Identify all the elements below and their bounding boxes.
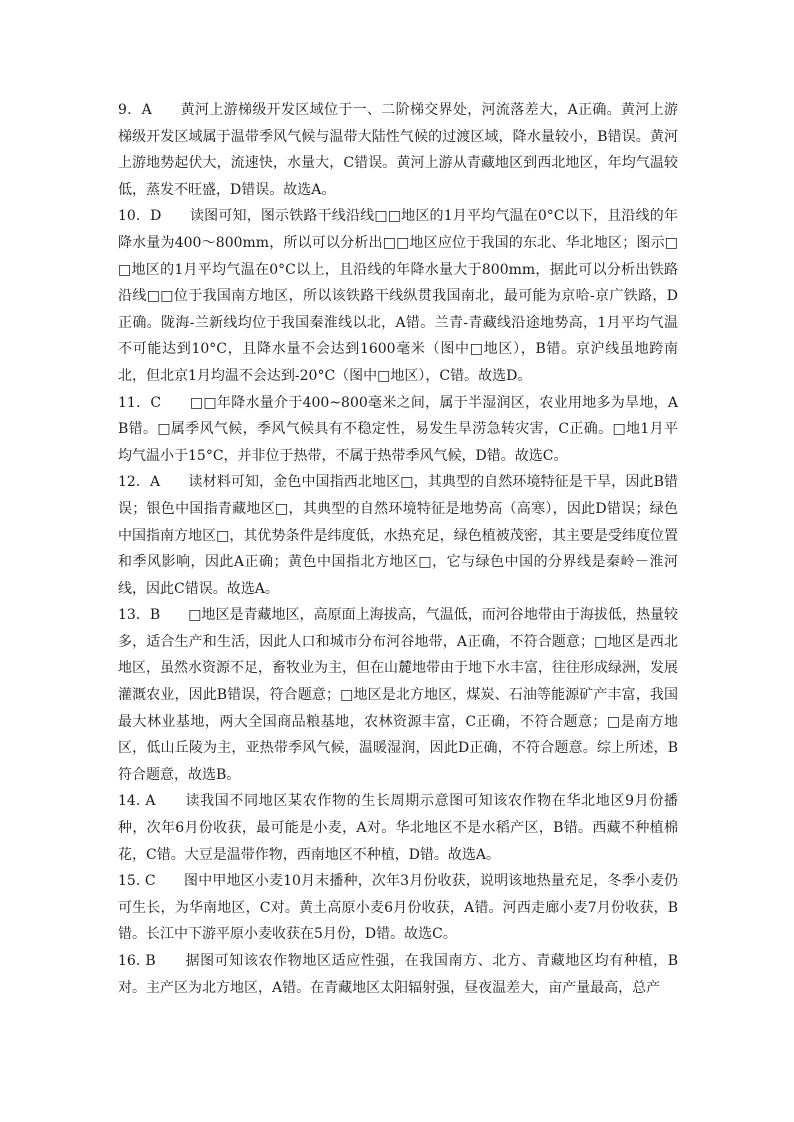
answer-9: 9．A 黄河上游梯级开发区域位于一、二阶梯交界处，河流落差大，A正确。黄河上游梯级开发区域属于温带季风气候与温带大陆性气候的过渡区域，降水量较小，B错误。黄河上游地势起伏大，流速快，水量大，C错误。黄河上游从青藏地区到西北地区，年均气温较低，蒸发不旺盛，D错误。故选A。 — [118, 102, 678, 198]
answer-14: 14. A 读我国不同地区某农作物的生长周期示意图可知该农作物在华北地区9月份播种，次年6月份收获，最可能是小麦，A对。华北地区不是水稻产区，B错。西藏不种植棉花，C错。大豆是温带作物，西南地区不种植，D错。故选A。 — [118, 793, 678, 863]
answer-13: 13．B □地区是青藏地区，高原面上海拔高，气温低，而河谷地带由于海拔低，热量较多，适合生产和生活，因此人口和城市分布河谷地带，A正确，不符合题意；□地区是西北地区，虽然水资源不足，畜牧业为主，但在山麓地带由于地下水丰富，往往形成绿洲，发展灌溉农业，因此B错误，符合题意；□地区是北方地区，煤炭、石油等能源矿产丰富，我国最大林业基地，两大全国商品粮基地，农林资源丰富，C正确，不符合题意；□是南方地区，低山丘陵为主，亚热带季风气候，温暖湿润，因此D正确，不符合题意。综上所述，B符合题意，故选B。 — [118, 607, 678, 783]
answer-15: 15. C 图中甲地区小麦10月末播种，次年3月份收获，说明该地热量充足，冬季小麦仍可生长，为华南地区，C对。黄土高原小麦6月份收获，A错。河西走廊小麦7月份收获，B错。长江中下游平原小麦收获在5月份，D错。故选C。 — [118, 873, 678, 943]
answer-16: 16. B 据图可知该农作物地区适应性强，在我国南方、北方、青藏地区均有种植，B对。主产区为北方地区，A错。在青藏地区太阳辐射强，昼夜温差大，亩产量最高，总产 — [118, 953, 678, 996]
answer-10: 10．D 读图可知，图示铁路干线沿线□□地区的1月平均气温在0°C以下，且沿线的年降水量为400～800mm，所以可以分析出□□地区应位于我国的东北、华北地区；图示□□地区的1月平均气温在0°C以上，且沿线的年降水量大于800mm，据此可以分析出铁路沿线□□位于我国南方地区，所以该铁路干线纵贯我国南北，最可能为京哈-京广铁路，D正确。陇海-兰新线均位于我国秦淮线以北，A错。兰青-青藏线沿途地势高，1月平均气温不可能达到10°C，且降水量不会达到1600毫米（图中□地区），B错。京沪线虽地跨南北，但北京1月均温不会达到-20°C（图中□地区），C错。故选D。 — [118, 208, 678, 384]
answer-12: 12．A 读材料可知，金色中国指西北地区□，其典型的自然环境特征是干旱，因此B错误；银色中国指青藏地区□，其典型的自然环境特征是地势高（高寒），因此D错误；绿色中国指南方地区□，其优势条件是纬度低，水热充足，绿色植被茂密，其主要是受纬度位置和季风影响，因此A正确；黄色中国指北方地区□，它与绿色中国的分界线是秦岭－淮河线，因此C错误。故选A。 — [118, 474, 678, 597]
answer-11: 11．C □□年降水量介于400~800毫米之间，属于半湿润区，农业用地多为旱地，AB错。□属季风气候，季风气候具有不稳定性，易发生旱涝急转灾害，C正确。□地1月平均气温小于15°C，并非位于热带，不属于热带季风气候，D错。故选C。 — [118, 394, 678, 464]
answer-explanations — [118, 97, 678, 1001]
